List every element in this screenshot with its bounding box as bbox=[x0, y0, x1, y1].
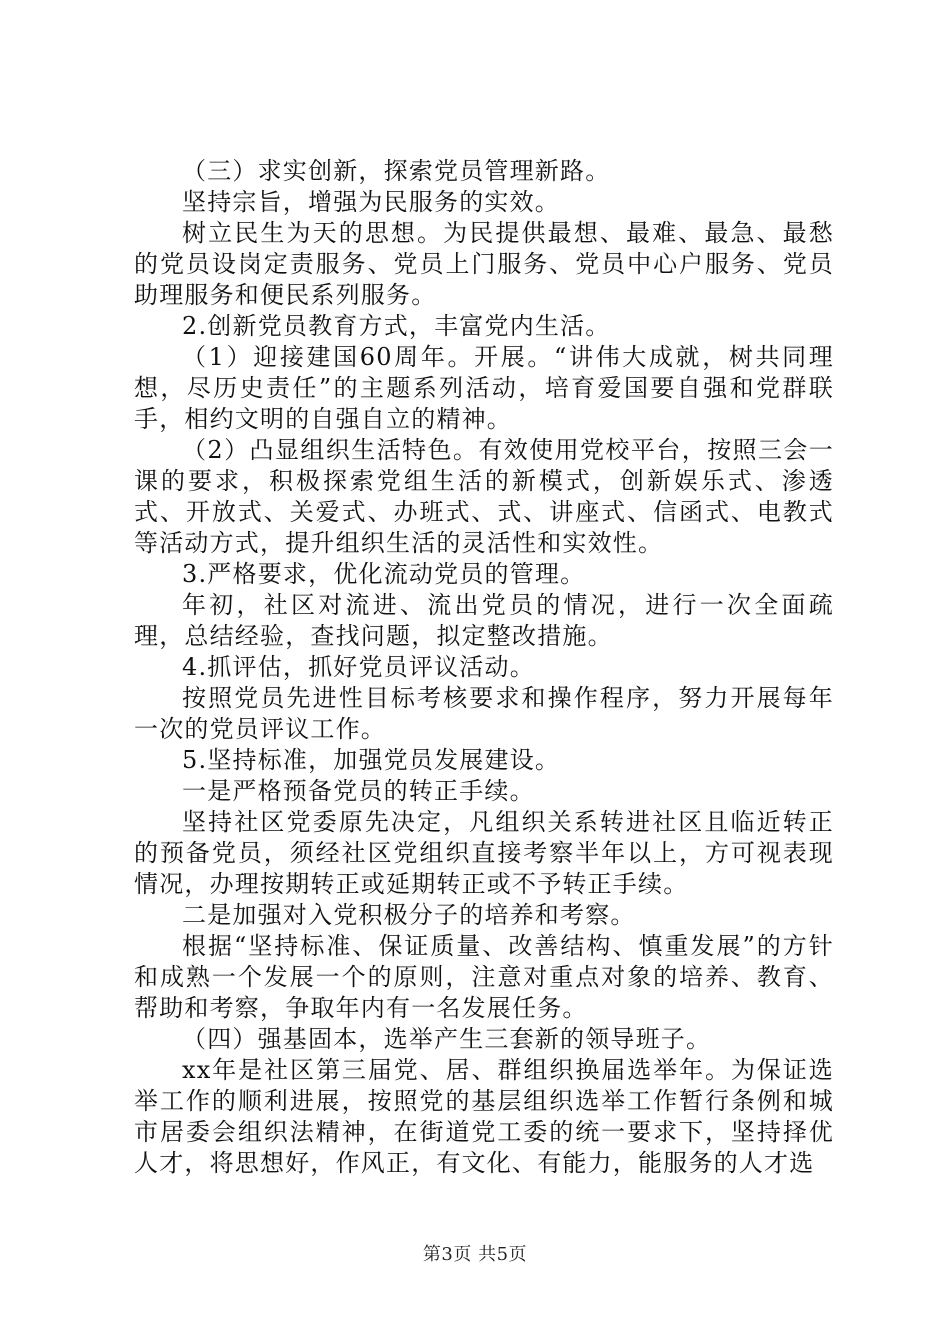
paragraph-item-5-heading: 5.坚持标准，加强党员发展建设。 bbox=[182, 746, 561, 774]
paragraph-livelihood: 树立民生为天的思想。为民提供最想、最难、最急、最愁的党员设岗定责服务、党员上门服务、党员中心户服务、党员助理服务和便民系列服务。 bbox=[134, 219, 834, 309]
paragraph-item-4-body: 按照党员先进性目标考核要求和操作程序，努力开展每年一次的党员评议工作。 bbox=[134, 684, 834, 743]
paragraph-item-5-second-body: 根据“坚持标准、保证质量、改善结构、慎重发展”的方针和成熟一个发展一个的原则，注意对重点对象的培养、教育、帮助和考察，争取年内有一名发展任务。 bbox=[134, 932, 834, 1022]
paragraph-item-3-body: 年初，社区对流进、流出党员的情况，进行一次全面疏理，总结经验，查找问题，拟定整改措施。 bbox=[134, 591, 834, 650]
paragraph-item-2-1: （1）迎接建国60周年。开展。“讲伟大成就，树共同理想，尽历史责任”的主题系列活动，培育爱国要自强和党群联手，相约文明的自强自立的精神。 bbox=[134, 343, 834, 433]
paragraph-item-4-heading: 4.抓评估，抓好党员评议活动。 bbox=[182, 653, 535, 681]
paragraph-item-2-heading: 2.创新党员教育方式，丰富党内生活。 bbox=[182, 312, 611, 340]
paragraph-item-2-2: （2）凸显组织生活特色。有效使用党校平台，按照三会一课的要求，积极探索党组生活的新模式，创新娱乐式、渗透式、开放式、关爱式、办班式、式、讲座式、信函式、电教式等活动方式，提升组织生活的灵活性和实效性。 bbox=[134, 436, 834, 557]
paragraph-purpose: 坚持宗旨，增强为民服务的实效。 bbox=[182, 188, 560, 216]
paragraph-item-3-heading: 3.严格要求，优化流动党员的管理。 bbox=[182, 560, 586, 588]
document-body bbox=[134, 156, 834, 1179]
paragraph-section-4-heading: （四）强基固本，选举产生三套新的领导班子。 bbox=[182, 1025, 712, 1053]
paragraph-section-3-heading: （三）求实创新，探索党员管理新路。 bbox=[182, 157, 611, 185]
paragraph-item-5-first-body: 坚持社区党委原先决定，凡组织关系转进社区且临近转正的预备党员，须经社区党组织直接考察半年以上，方可视表现情况，办理按期转正或延期转正或不予转正手续。 bbox=[134, 808, 834, 898]
paragraph-item-5-first: 一是严格预备党员的转正手续。 bbox=[182, 777, 535, 805]
page-number-footer: 第3页 共5页 bbox=[422, 1244, 528, 1265]
paragraph-section-4-body: xx年是社区第三届党、居、群组织换届选举年。为保证选举工作的顺利进展，按照党的基层组织选举工作暂行条例和城市居委会组织法精神，在街道党工委的统一要求下，坚持择优人才，将思想好，作风正，有文化、有能力，能服务的人才选 bbox=[134, 1056, 834, 1177]
paragraph-item-5-second: 二是加强对入党积极分子的培养和考察。 bbox=[182, 901, 636, 929]
